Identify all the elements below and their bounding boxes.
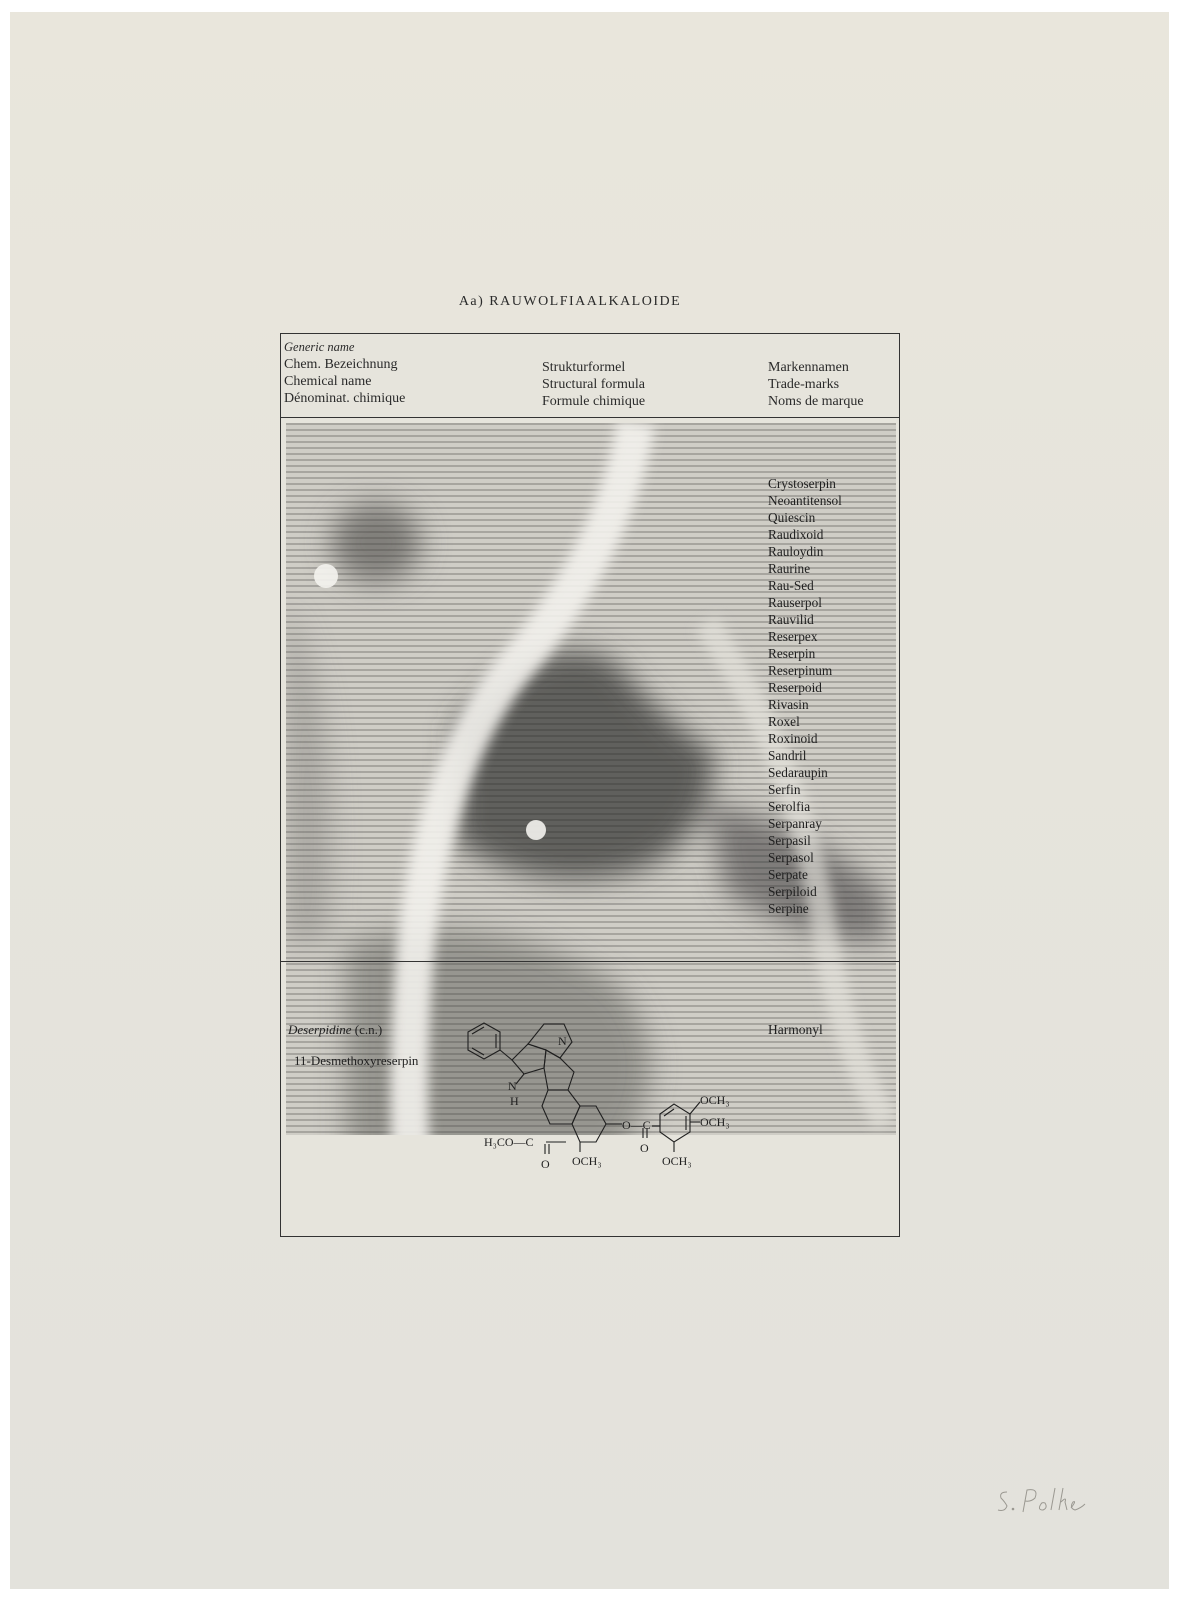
header-noms-de-marque: Noms de marque [768,394,864,409]
trade-mark: Harmonyl [768,1022,823,1037]
header-generic-name: Generic name [284,340,355,354]
ring-bottom [572,1106,606,1142]
header-formule-chimique: Formule chimique [542,394,646,409]
header-col-formula [542,359,645,410]
formula-nh-n: N [508,1079,517,1093]
header-markennamen: Markennamen [768,360,849,375]
header-col-generic [284,339,405,407]
list-item: Reserpinum [768,663,833,678]
list-item: Crystoserpin [768,476,836,491]
page-title: Aa) RAUWOLFIAALKALOIDE [458,294,682,309]
header-chemical-name: Chemical name [284,374,372,389]
list-item: Reserpoid [768,680,822,695]
list-item: Serpasol [768,850,814,865]
chemical-name: 11-Desmethoxyreserpin [294,1053,419,1068]
benzene-ring-left [468,1023,500,1059]
list-item: Serpanray [768,816,822,831]
list-item: Raudixoid [768,527,824,542]
list-item: Serolfia [768,799,811,814]
ring-middle [544,1050,574,1090]
list-item: Rauloydin [768,544,824,559]
generic-name-suffix: (c.n.) [354,1022,383,1037]
list-item: Roxinoid [768,731,818,746]
artist-signature [995,1482,1095,1518]
formula-och3-r2: OCH₃ [700,1115,730,1129]
list-item: Quiescin [768,510,816,525]
list-item: Sedaraupin [768,765,828,780]
list-item: Serfin [768,782,801,797]
list-item: Rauserpol [768,595,822,610]
formula-ester-left: H₃CO—C [484,1135,534,1149]
formula-bridge-o: O—C [622,1118,651,1132]
list-item: Serpate [768,867,808,882]
formula-n-ring: N [558,1034,567,1048]
list-item: Serpine [768,901,809,916]
formula-nh-h: H [510,1094,519,1108]
list-item: Rivasin [768,697,809,712]
list-item: Reserpin [768,646,816,661]
list-item: Serpiloid [768,884,817,899]
formula-och3-r1: OCH₃ [700,1093,730,1107]
section-divider [280,961,900,962]
header-strukturformel: Strukturformel [542,360,626,375]
list-item: Rau-Sed [768,578,814,593]
list-item: Sandril [768,748,807,763]
list-item: Neoantitensol [768,493,842,508]
header-divider [280,417,900,418]
list-item: Serpasil [768,833,811,848]
list-item: Reserpex [768,629,818,644]
header-chem-bezeichnung: Chem. Bezeichnung [284,357,398,372]
header-structural-formula: Structural formula [542,377,646,392]
list-item: Roxel [768,714,800,729]
header-col-trademarks [768,359,864,410]
formula-och3-bottom2: OCH₃ [662,1154,692,1168]
formula-och3-bottom1: OCH₃ [572,1154,602,1168]
formula-o-mid: O [640,1141,649,1155]
generic-name-value: Deserpidine [288,1022,352,1037]
list-item: Raurine [768,561,811,576]
list-item: Rauvilid [768,612,814,627]
header-trade-marks: Trade-marks [768,377,840,392]
header-denominat-chimique: Dénominat. chimique [284,391,406,406]
trade-mark-list [768,475,842,917]
formula-o-left: O [541,1157,550,1171]
generic-name [288,1022,382,1038]
structural-formula-drawing [446,1002,776,1192]
